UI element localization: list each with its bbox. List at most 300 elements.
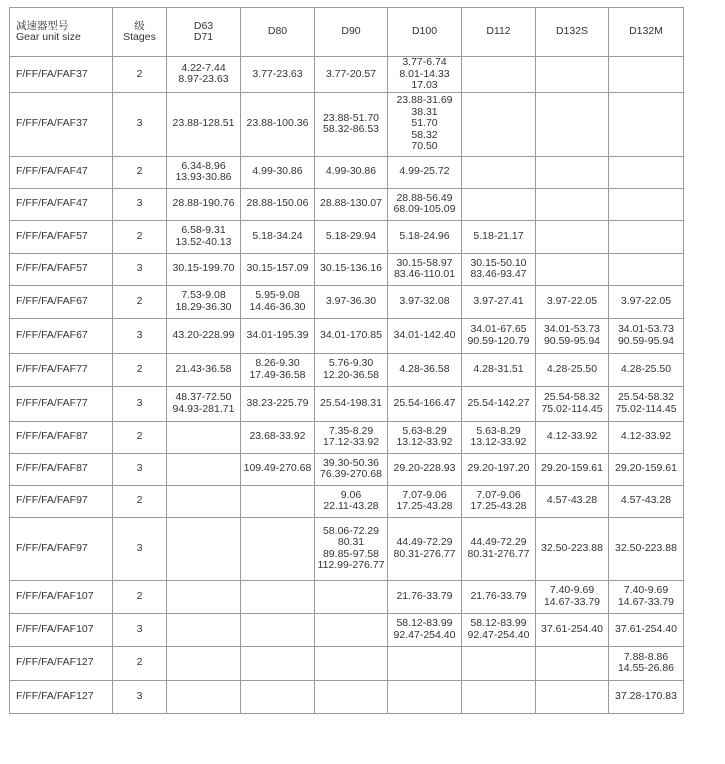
cell-d80 [241,353,315,386]
cell-d80 [241,188,315,220]
table-row [10,613,684,646]
cell-d90 [315,646,388,680]
cell-d112 [462,453,536,485]
ratio-value: 4.22-7.44 [181,61,226,74]
cell-d132s [536,156,609,188]
cell-d100 [388,92,462,156]
ratio-value: 3.97-22.05 [546,294,598,307]
ratio-value: 58.32-86.53 [322,123,380,135]
ratio-value: 5.18-21.17 [473,229,524,242]
ratio-value: 23.88-128.51 [172,117,235,130]
gear-ratio-table [9,7,684,714]
cell-d63-d71 [167,613,241,646]
ratio-value: 14.55-26.86 [617,662,675,674]
cell-gear-unit-size: F/FF/FA/FAF87 [10,421,113,453]
ratio-value: 43.20-228.99 [172,328,235,341]
cell-d90 [315,353,388,386]
cell-d132m [609,453,684,485]
ratio-value: 70.50 [411,140,438,153]
cell-gear-unit-size: F/FF/FA/FAF107 [10,580,113,613]
ratio-value: 92.47-254.40 [467,628,530,641]
cell-d100 [388,253,462,285]
cell-d132s [536,485,609,517]
ratio-value: 22.11-43.28 [323,500,379,512]
cell-d132m [609,517,684,580]
ratio-value: 3.97-32.08 [399,294,450,307]
ratio-value: 32.50-223.88 [541,541,603,554]
cell-gear-unit-size: F/FF/FA/FAF87 [10,453,113,485]
ratio-value: 8.01-14.33 [399,67,450,80]
cell-d132m [609,220,684,253]
ratio-value: 28.88-150.06 [246,197,309,210]
cell-d80 [241,421,315,453]
table-row [10,421,684,453]
cell-gear-unit-size: F/FF/FA/FAF127 [10,680,113,713]
cell-d112 [462,318,536,353]
cell-gear-unit-size: F/FF/FA/FAF77 [10,386,113,421]
cell-d132m [609,57,684,93]
cell-gear-unit-size: F/FF/FA/FAF57 [10,220,113,253]
ratio-value: 13.93-30.86 [175,171,232,183]
ratio-value: 9.06 [340,488,362,501]
ratio-value: 4.99-30.86 [252,165,303,178]
ratio-value: 58.12-83.99 [470,617,527,629]
ratio-value: 28.88-190.76 [172,197,235,210]
ratio-value: 17.25-43.28 [396,500,453,512]
ratio-value: 4.12-33.92 [620,430,672,443]
header-line: D112 [486,25,511,38]
cell-gear-unit-size: F/FF/FA/FAF107 [10,613,113,646]
cell-d100 [388,646,462,680]
cell-gear-unit-size: F/FF/FA/FAF67 [10,318,113,353]
cell-d112 [462,646,536,680]
ratio-value: 23.88-31.69 [396,94,453,107]
cell-d132m [609,421,684,453]
cell-d90 [315,318,388,353]
header-line: D71 [193,31,214,43]
cell-d132s [536,680,609,713]
ratio-value: 29.20-159.61 [615,462,677,475]
cell-d90 [315,386,388,421]
cell-d132m [609,156,684,188]
ratio-value: 7.53-9.08 [181,289,226,301]
cell-d63-d71 [167,156,241,188]
ratio-value: 34.01-53.73 [617,323,675,335]
cell-d80 [241,485,315,517]
cell-d90 [315,285,388,318]
cell-d63-d71 [167,318,241,353]
ratio-value: 6.34-8.96 [181,159,226,172]
header-line: 减速器型号 [16,19,69,32]
ratio-value: 5.63-8.29 [476,424,521,437]
table-row [10,156,684,188]
cell-d132s [536,613,609,646]
table-row [10,453,684,485]
cell-d132s [536,253,609,285]
ratio-value: 109.49-270.68 [243,462,312,475]
cell-stages: 3 [113,253,167,285]
ratio-value: 112.99-276.77 [317,559,385,571]
ratio-value: 7.07-9.06 [476,488,521,501]
cell-d100 [388,318,462,353]
cell-gear-unit-size: F/FF/FA/FAF67 [10,285,113,318]
cell-d132s [536,453,609,485]
ratio-value: 75.02-114.45 [615,402,677,415]
cell-d100 [388,517,462,580]
table-row [10,680,684,713]
table-row [10,253,684,285]
ratio-value: 75.02-114.45 [541,402,603,415]
ratio-value: 89.85-97.58 [322,547,380,560]
cell-d63-d71 [167,453,241,485]
cell-stages: 3 [113,386,167,421]
header-d132m [609,8,684,57]
cell-d112 [462,220,536,253]
cell-gear-unit-size: F/FF/FA/FAF37 [10,92,113,156]
cell-d63-d71 [167,57,241,93]
ratio-value: 6.58-9.31 [181,224,226,236]
cell-d132s [536,517,609,580]
cell-d112 [462,421,536,453]
ratio-value: 3.77-23.63 [252,67,303,80]
ratio-value: 51.70 [411,117,438,130]
cell-d112 [462,386,536,421]
cell-d132m [609,353,684,386]
ratio-value: 17.03 [411,79,438,91]
cell-d112 [462,188,536,220]
cell-stages: 3 [113,680,167,713]
cell-d132s [536,220,609,253]
cell-d80 [241,580,315,613]
header-row [10,8,684,57]
cell-d100 [388,613,462,646]
cell-d132s [536,646,609,680]
ratio-value: 37.61-254.40 [615,622,677,635]
cell-d90 [315,517,388,580]
ratio-value: 23.88-51.70 [322,111,380,124]
header-stages [113,8,167,57]
ratio-value: 34.01-170.85 [320,328,382,341]
cell-d112 [462,253,536,285]
header-d63-d71 [167,8,241,57]
cell-d90 [315,188,388,220]
cell-d132m [609,580,684,613]
header-line: Gear unit size [16,31,81,43]
ratio-value: 58.32 [411,128,438,141]
cell-d80 [241,680,315,713]
cell-d132s [536,421,609,453]
table-header [10,8,684,57]
cell-d112 [462,285,536,318]
ratio-value: 38.31 [411,105,438,118]
cell-d63-d71 [167,580,241,613]
cell-d112 [462,92,536,156]
header-line: 级 [134,19,145,32]
table-row [10,386,684,421]
cell-d90 [315,156,388,188]
cell-d90 [315,421,388,453]
cell-stages: 2 [113,220,167,253]
cell-d112 [462,156,536,188]
cell-d132s [536,92,609,156]
cell-stages: 3 [113,453,167,485]
table-body [10,57,684,714]
cell-d63-d71 [167,680,241,713]
cell-d100 [388,156,462,188]
cell-d63-d71 [167,421,241,453]
cell-d63-d71 [167,386,241,421]
table-row [10,646,684,680]
cell-stages: 2 [113,57,167,93]
cell-stages: 2 [113,646,167,680]
ratio-value: 37.61-254.40 [541,622,603,635]
ratio-value: 34.01-195.39 [246,328,309,341]
ratio-value: 28.88-56.49 [396,191,453,204]
cell-d90 [315,485,388,517]
ratio-value: 92.47-254.40 [393,628,456,641]
cell-d112 [462,613,536,646]
cell-d63-d71 [167,253,241,285]
ratio-value: 4.28-31.51 [473,362,524,375]
ratio-value: 30.15-157.09 [246,262,309,275]
ratio-value: 17.49-36.58 [249,368,306,381]
cell-stages: 2 [113,156,167,188]
cell-d100 [388,188,462,220]
ratio-value: 14.67-33.79 [543,595,601,608]
ratio-value: 23.68-33.92 [249,430,306,443]
cell-d112 [462,57,536,93]
ratio-value: 3.77-20.57 [325,67,377,80]
ratio-value: 4.28-25.50 [620,362,672,375]
ratio-value: 3.97-36.30 [325,294,377,307]
header-d112 [462,8,536,57]
cell-d132s [536,57,609,93]
ratio-value: 8.97-23.63 [178,73,229,86]
cell-d132m [609,386,684,421]
ratio-value: 28.88-130.07 [320,197,382,210]
cell-d63-d71 [167,92,241,156]
cell-stages: 2 [113,421,167,453]
header-gear-unit-size [10,8,113,57]
ratio-value: 80.31-276.77 [467,547,530,560]
cell-d132s [536,580,609,613]
table-row [10,485,684,517]
ratio-value: 44.49-72.29 [396,536,453,548]
cell-d80 [241,57,315,93]
ratio-value: 90.59-120.79 [467,334,530,347]
cell-d63-d71 [167,646,241,680]
ratio-value: 90.59-95.94 [543,334,601,347]
cell-d90 [315,613,388,646]
ratio-value: 29.20-197.20 [467,462,530,475]
cell-d132s [536,318,609,353]
cell-d90 [315,453,388,485]
cell-d100 [388,485,462,517]
ratio-value: 34.01-53.73 [543,323,601,335]
cell-stages: 2 [113,580,167,613]
ratio-value: 39.30-50.36 [322,456,380,469]
table-row [10,285,684,318]
table-row [10,580,684,613]
cell-d80 [241,517,315,580]
table-row [10,92,684,156]
ratio-value: 83.46-110.01 [393,268,456,280]
cell-d63-d71 [167,517,241,580]
cell-d80 [241,156,315,188]
cell-d132s [536,386,609,421]
cell-d132m [609,485,684,517]
ratio-value: 4.99-30.86 [325,165,377,178]
ratio-value: 4.57-43.28 [620,494,672,507]
ratio-value: 80.31-276.77 [393,547,456,560]
table-row [10,318,684,353]
ratio-value: 3.97-22.05 [620,294,672,307]
cell-d100 [388,353,462,386]
header-line: D132S [555,25,589,38]
cell-d90 [315,92,388,156]
ratio-value: 48.37-72.50 [175,391,232,403]
ratio-value: 68.09-105.09 [393,203,456,215]
ratio-value: 90.59-95.94 [617,334,675,347]
ratio-value: 7.35-8.29 [328,424,374,437]
cell-d80 [241,92,315,156]
cell-d132m [609,285,684,318]
cell-gear-unit-size: F/FF/FA/FAF97 [10,485,113,517]
ratio-value: 7.40-9.69 [623,584,669,596]
header-d90 [315,8,388,57]
cell-stages: 3 [113,517,167,580]
table-row [10,220,684,253]
table-row [10,353,684,386]
ratio-value: 29.20-228.93 [393,462,456,475]
header-d100 [388,8,462,57]
ratio-value: 30.15-199.70 [172,262,235,275]
cell-stages: 3 [113,92,167,156]
cell-stages: 2 [113,285,167,318]
ratio-value: 25.54-58.32 [543,391,601,403]
header-line: D132M [629,25,663,38]
cell-d100 [388,386,462,421]
ratio-value: 13.12-33.92 [396,436,453,448]
cell-d80 [241,613,315,646]
cell-stages: 3 [113,318,167,353]
ratio-value: 4.28-25.50 [546,362,598,375]
ratio-value: 4.28-36.58 [399,362,450,375]
ratio-value: 34.01-67.65 [470,323,527,335]
ratio-value: 37.28-170.83 [615,689,677,702]
cell-d63-d71 [167,188,241,220]
cell-d132s [536,285,609,318]
ratio-value: 25.54-198.31 [320,396,382,409]
table-row [10,517,684,580]
cell-stages: 2 [113,353,167,386]
ratio-value: 14.46-36.30 [249,300,306,313]
cell-d100 [388,680,462,713]
ratio-value: 38.23-225.79 [246,396,309,409]
cell-d132s [536,188,609,220]
cell-d100 [388,421,462,453]
ratio-value: 25.54-58.32 [617,391,675,403]
cell-stages: 3 [113,188,167,220]
cell-d80 [241,318,315,353]
header-line: D100 [411,25,438,38]
cell-d132m [609,188,684,220]
ratio-value: 4.12-33.92 [546,430,598,443]
ratio-value: 58.12-83.99 [396,617,453,629]
cell-d132m [609,253,684,285]
ratio-value: 17.25-43.28 [470,500,527,512]
ratio-value: 29.20-159.61 [541,462,603,475]
ratio-value: 13.12-33.92 [470,436,527,448]
ratio-value: 7.88-8.86 [623,650,669,663]
table-row [10,57,684,93]
ratio-value: 7.07-9.06 [402,488,447,501]
ratio-value: 30.15-50.10 [470,256,527,269]
ratio-value: 3.97-27.41 [473,294,524,307]
cell-gear-unit-size: F/FF/FA/FAF47 [10,156,113,188]
ratio-value: 21.43-36.58 [175,362,232,375]
cell-d100 [388,580,462,613]
ratio-value: 17.12-33.92 [322,436,380,448]
cell-d100 [388,453,462,485]
cell-gear-unit-size: F/FF/FA/FAF77 [10,353,113,386]
ratio-value: 8.26-9.30 [255,357,300,369]
cell-stages: 2 [113,485,167,517]
header-d80 [241,8,315,57]
ratio-value: 14.67-33.79 [617,595,675,608]
ratio-value: 5.95-9.08 [255,289,300,301]
cell-d80 [241,285,315,318]
cell-d80 [241,253,315,285]
cell-d100 [388,220,462,253]
ratio-value: 4.57-43.28 [546,494,598,507]
ratio-value: 21.76-33.79 [470,589,527,602]
ratio-value: 34.01-142.40 [393,328,456,341]
ratio-value: 5.63-8.29 [402,424,447,437]
cell-gear-unit-size: F/FF/FA/FAF47 [10,188,113,220]
header-line: D63 [193,19,214,32]
cell-d112 [462,580,536,613]
cell-d132m [609,318,684,353]
ratio-value: 7.40-9.69 [549,584,595,596]
header-line: Stages [123,31,156,43]
cell-d90 [315,580,388,613]
cell-d63-d71 [167,353,241,386]
ratio-value: 76.39-270.68 [320,468,382,480]
cell-d63-d71 [167,220,241,253]
ratio-value: 94.93-281.71 [172,402,235,415]
cell-stages: 3 [113,613,167,646]
cell-d63-d71 [167,285,241,318]
cell-d132m [609,680,684,713]
header-line: D80 [267,25,288,38]
cell-d63-d71 [167,485,241,517]
cell-d90 [315,253,388,285]
table-row [10,188,684,220]
cell-gear-unit-size: F/FF/FA/FAF57 [10,253,113,285]
ratio-value: 83.46-93.47 [470,268,527,280]
ratio-value: 5.18-29.94 [325,229,377,242]
cell-gear-unit-size: F/FF/FA/FAF97 [10,517,113,580]
ratio-value: 80.31 [337,536,365,548]
cell-d112 [462,680,536,713]
ratio-value: 32.50-223.88 [615,541,677,554]
cell-d100 [388,57,462,93]
cell-d80 [241,453,315,485]
cell-d90 [315,220,388,253]
cell-gear-unit-size: F/FF/FA/FAF127 [10,646,113,680]
cell-gear-unit-size: F/FF/FA/FAF37 [10,57,113,93]
